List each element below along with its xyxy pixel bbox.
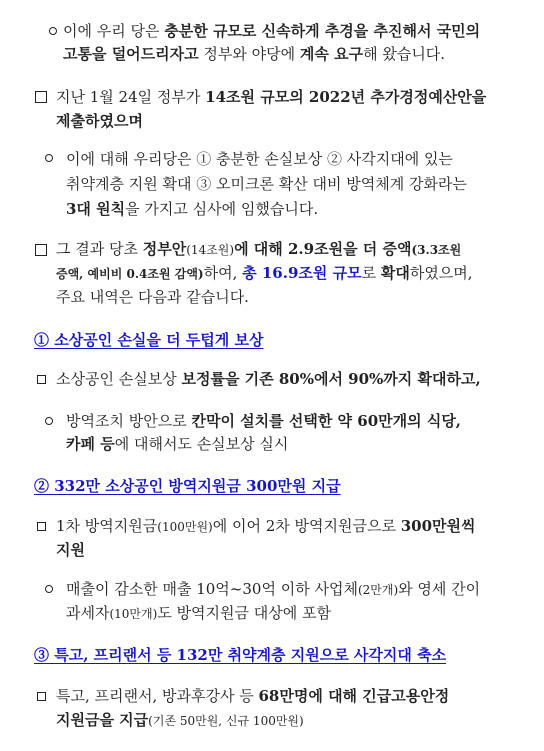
p4-line3: 주요 내역은 다음과 같습니다. xyxy=(56,288,249,306)
p2-line2: 제출하였으며 xyxy=(56,112,143,130)
p1-line1: 이에 우리 당은 충분한 규모로 신속하게 추경을 추진해서 국민의 xyxy=(63,22,481,40)
circle-bullet-icon xyxy=(49,27,57,35)
section-heading-3: ③ 특고, 프리랜서 등 132만 취약계층 지원으로 사각지대 축소 xyxy=(34,646,447,664)
p9-line2: 지원금을 지급(기존 50만원, 신규 100만원) xyxy=(56,711,304,729)
circle-bullet-icon xyxy=(45,154,53,162)
section-heading-1: ① 소상공인 손실을 더 두텁게 보상 xyxy=(34,331,264,349)
p4-line2: 증액, 예비비 0.4조원 감액)하여, 총 16.9조원 규모로 확대하였으며, xyxy=(56,264,473,282)
p7-line1: 1차 방역지원금(100만원)에 이어 2차 방역지원금으로 300만원씩 xyxy=(56,517,476,535)
p6-line2: 카페 등에 대해서도 손실보상 실시 xyxy=(66,435,289,453)
square-bullet-icon xyxy=(37,692,46,701)
p3-line3: 3대 원칙을 가지고 심사에 임했습니다. xyxy=(66,200,319,218)
section-heading-2: ② 332만 소상공인 방역지원금 300만원 지급 xyxy=(34,477,341,495)
circle-bullet-icon xyxy=(45,585,53,593)
p5-line1: 소상공인 손실보상 보정률을 기존 80%에서 90%까지 확대하고, xyxy=(56,370,481,388)
p4-line1: 그 결과 당초 정부안(14조원)에 대해 2.9조원을 더 증액(3.3조원 xyxy=(56,240,462,258)
p2-line1: 지난 1월 24일 정부가 14조원 규모의 2022년 추가경정예산안을 xyxy=(56,88,487,106)
p7-line2: 지원 xyxy=(56,541,85,559)
p8-line1: 매출이 감소한 매출 10억~30억 이하 사업체(2만개)와 영세 간이 xyxy=(66,580,481,598)
p1-line2: 고통을 덜어드리자고 정부와 야당에 계속 요구해 왔습니다. xyxy=(63,45,446,63)
p6-line1: 방역조치 방안으로 칸막이 설치를 선택한 약 60만개의 식당, xyxy=(66,412,462,430)
square-bullet-icon xyxy=(35,91,47,103)
square-bullet-icon xyxy=(37,522,46,531)
circle-bullet-icon xyxy=(45,417,53,425)
square-bullet-icon xyxy=(37,375,46,384)
p3-line2: 취약계층 지원 확대 ③ 오미크론 확산 대비 방역체계 강화라는 xyxy=(66,175,467,193)
p8-line2: 과세자(10만개)도 방역지원금 대상에 포함 xyxy=(66,604,332,622)
square-bullet-icon xyxy=(35,244,47,256)
p3-line1: 이에 대해 우리당은 ① 충분한 손실보상 ② 사각지대에 있는 xyxy=(66,150,453,168)
p9-line1: 특고, 프리랜서, 방과후강사 등 68만명에 대해 긴급고용안정 xyxy=(56,687,450,705)
